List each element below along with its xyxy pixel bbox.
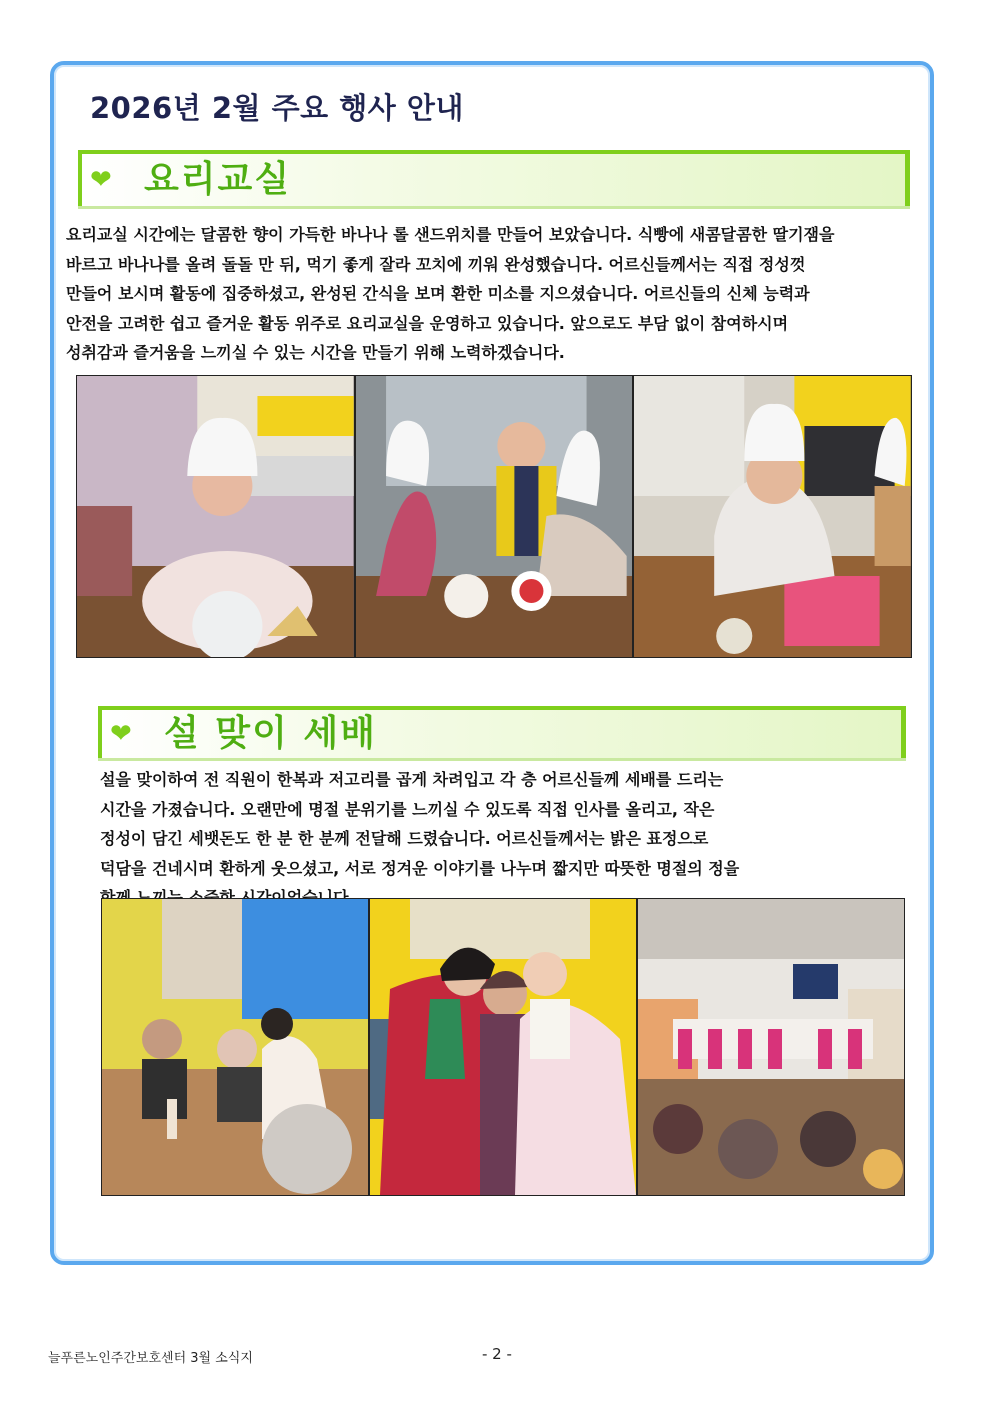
section-header-new-year-greeting xyxy=(98,706,906,758)
section-body-cooking xyxy=(66,220,834,368)
section-title: 설 맞이 세배 xyxy=(164,713,377,754)
photo-row-cooking xyxy=(76,375,912,658)
body-line: 요리교실 시간에는 달콤한 향이 가득한 바나나 롤 샌드위치를 만들어 보았습니다. 식빵에 새콤달콤한 딸기잼을 xyxy=(66,225,835,244)
section-body-new-year-greeting xyxy=(100,765,739,913)
heart-icon: ❤ xyxy=(90,165,112,195)
body-line: 안전을 고려한 쉽고 즐거운 활동 위주로 요리교실을 운영하고 있습니다. 앞으로도 부담 없이 참여하시며 xyxy=(66,313,789,333)
body-line: 만들어 보시며 활동에 집중하셨고, 완성된 간식을 보며 환한 미소를 지으셨습니다. 어르신들의 신체 능력과 xyxy=(66,284,810,303)
body-line: 덕담을 건네시며 환하게 웃으셨고, 서로 정겨운 이야기를 나누며 짧지만 따뜻한 명절의 정을 xyxy=(100,858,740,878)
body-line: 설을 맞이하여 전 직원이 한복과 저고리를 곱게 차려입고 각 층 어르신들께 세배를 드리는 xyxy=(100,770,724,789)
footer-newsletter-name: 늘푸른노인주간보호센터 3월 소식지 xyxy=(48,1351,253,1366)
photo-cooking-3 xyxy=(634,376,911,657)
photo-row-new-year xyxy=(101,898,905,1196)
photo-cooking-1 xyxy=(77,376,354,657)
body-line: 성취감과 즐거움을 느끼실 수 있는 시간을 만들기 위해 노력하겠습니다. xyxy=(66,343,565,362)
heart-icon: ❤ xyxy=(110,719,132,749)
section-header-cooking xyxy=(78,150,910,206)
photo-greeting-2 xyxy=(370,899,636,1195)
body-line: 정성이 담긴 세뱃돈도 한 분 한 분께 전달해 드렸습니다. 어르신들께서는 밝은 표정으로 xyxy=(100,829,709,848)
page-title: 2026년 2월 주요 행사 안내 xyxy=(90,91,464,125)
body-line: 바르고 바나나를 올려 돌돌 만 뒤, 먹기 좋게 잘라 꼬치에 끼워 완성했습니다. 어르신들께서는 직접 정성껏 xyxy=(66,254,806,274)
photo-cooking-2 xyxy=(356,376,633,657)
photo-greeting-1 xyxy=(102,899,368,1195)
body-line: 시간을 가졌습니다. 오랜만에 명절 분위기를 느끼실 수 있도록 직접 인사를 올리고, 작은 xyxy=(100,799,715,819)
section-title: 요리교실 xyxy=(144,159,292,200)
photo-greeting-3 xyxy=(638,899,904,1195)
footer-page-number: - 2 - xyxy=(482,1345,512,1363)
